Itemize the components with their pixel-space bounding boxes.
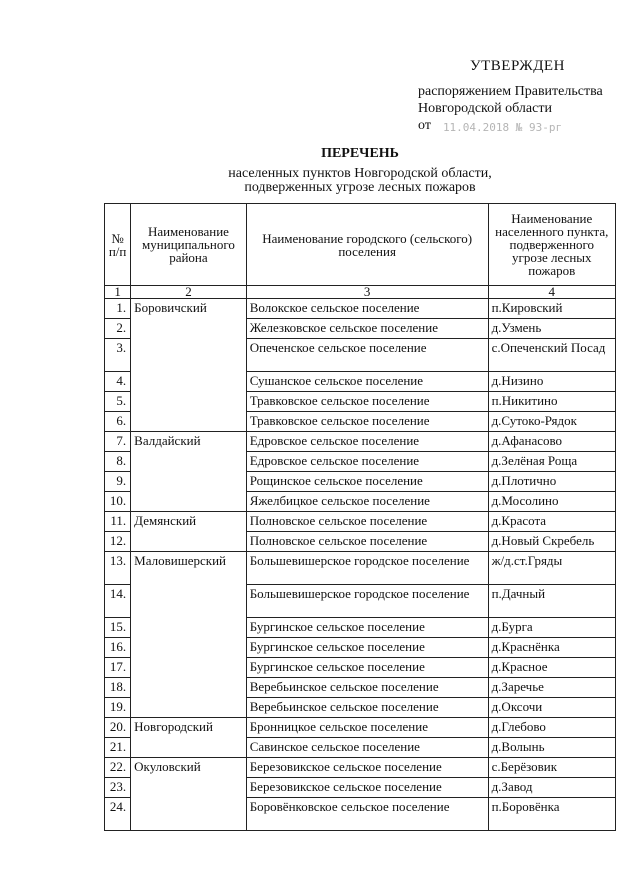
settlement-cell: Большевишерское городское поселение: [246, 552, 488, 585]
locality-cell: п.Кировский: [488, 299, 615, 319]
settlement-cell: Полновское сельское поселение: [246, 532, 488, 552]
row-number: 12.: [105, 532, 131, 552]
locality-cell: д.Сутоко-Рядок: [488, 412, 615, 432]
locality-cell: д.Заречье: [488, 678, 615, 698]
locality-cell: ж/д.ст.Гряды: [488, 552, 615, 585]
settlement-cell: Бургинское сельское поселение: [246, 638, 488, 658]
locality-cell: д.Краснёнка: [488, 638, 615, 658]
col-number: 3: [246, 286, 488, 299]
district-cell: Боровичский: [131, 299, 247, 432]
table-row: [105, 512, 616, 532]
col-number: 1: [105, 286, 131, 299]
title-main: ПЕРЕЧЕНЬ: [321, 146, 399, 161]
locality-cell: д.Оксочи: [488, 698, 615, 718]
row-number: 6.: [105, 412, 131, 432]
locality-cell: п.Дачный: [488, 585, 615, 618]
settlement-cell: Боровёнковское сельское поселение: [246, 798, 488, 831]
settlement-cell: Травковское сельское поселение: [246, 392, 488, 412]
settlement-cell: Рощинское сельское поселение: [246, 472, 488, 492]
document-title: [130, 147, 590, 195]
locality-cell: д.Афанасово: [488, 432, 615, 452]
approval-heading: УТВЕРЖДЕН: [470, 58, 565, 74]
locality-cell: п.Никитино: [488, 392, 615, 412]
row-number: 19.: [105, 698, 131, 718]
locality-cell: д.Новый Скребель: [488, 532, 615, 552]
row-number: 1.: [105, 299, 131, 319]
table-row: [105, 758, 616, 778]
settlement-cell: Опеченское сельское поселение: [246, 339, 488, 372]
locality-cell: д.Волынь: [488, 738, 615, 758]
title-line-1: населенных пунктов Новгородской области,: [228, 166, 492, 181]
locality-cell: д.Глебово: [488, 718, 615, 738]
settlement-cell: Травковское сельское поселение: [246, 412, 488, 432]
row-number: 23.: [105, 778, 131, 798]
row-number: 18.: [105, 678, 131, 698]
column-number-row: [105, 286, 616, 299]
locality-cell: п.Боровёнка: [488, 798, 615, 831]
locality-cell: д.Красота: [488, 512, 615, 532]
row-number: 14.: [105, 585, 131, 618]
table-row: [105, 718, 616, 738]
approval-date-value: 11.04.2018 № 93-рг: [442, 121, 563, 134]
approval-line-2: Новгородской области: [418, 101, 552, 116]
settlement-cell: Веребьинское сельское поселение: [246, 698, 488, 718]
settlement-cell: Сушанское сельское поселение: [246, 372, 488, 392]
district-cell: Окуловский: [131, 758, 247, 831]
district-cell: Демянский: [131, 512, 247, 552]
table-header-row: [105, 204, 616, 286]
district-cell: Маловишерский: [131, 552, 247, 718]
settlement-cell: Бургинское сельское поселение: [246, 618, 488, 638]
settlement-cell: Савинское сельское поселение: [246, 738, 488, 758]
locality-cell: с.Опеченский Посад: [488, 339, 615, 372]
settlement-cell: Березовикское сельское поселение: [246, 758, 488, 778]
table-row: [105, 552, 616, 585]
row-number: 20.: [105, 718, 131, 738]
localities-table: [104, 203, 616, 831]
settlement-cell: Железковское сельское поселение: [246, 319, 488, 339]
locality-cell: д.Зелёная Роща: [488, 452, 615, 472]
locality-cell: д.Низино: [488, 372, 615, 392]
row-number: 24.: [105, 798, 131, 831]
header-district: Наименование муниципального района: [131, 204, 247, 286]
row-number: 11.: [105, 512, 131, 532]
locality-cell: д.Плотично: [488, 472, 615, 492]
row-number: 7.: [105, 432, 131, 452]
row-number: 16.: [105, 638, 131, 658]
row-number: 10.: [105, 492, 131, 512]
row-number: 13.: [105, 552, 131, 585]
settlement-cell: Едровское сельское поселение: [246, 432, 488, 452]
district-cell: Новгородский: [131, 718, 247, 758]
header-num: № п/п: [105, 204, 131, 286]
row-number: 21.: [105, 738, 131, 758]
settlement-cell: Веребьинское сельское поселение: [246, 678, 488, 698]
col-number: 2: [131, 286, 247, 299]
col-number: 4: [488, 286, 615, 299]
settlement-cell: Бургинское сельское поселение: [246, 658, 488, 678]
row-number: 2.: [105, 319, 131, 339]
settlement-cell: Волокское сельское поселение: [246, 299, 488, 319]
header-settlement: Наименование городского (сельского) поселения: [246, 204, 488, 286]
settlement-cell: Полновское сельское поселение: [246, 512, 488, 532]
row-number: 17.: [105, 658, 131, 678]
approval-date-line: [418, 117, 628, 136]
locality-cell: д.Бурга: [488, 618, 615, 638]
settlement-cell: Едровское сельское поселение: [246, 452, 488, 472]
settlement-cell: Яжелбицкое сельское поселение: [246, 492, 488, 512]
approval-block: [418, 58, 628, 136]
locality-cell: д.Завод: [488, 778, 615, 798]
row-number: 9.: [105, 472, 131, 492]
locality-cell: д.Узмень: [488, 319, 615, 339]
table-row: [105, 299, 616, 319]
row-number: 22.: [105, 758, 131, 778]
district-cell: Валдайский: [131, 432, 247, 512]
row-number: 5.: [105, 392, 131, 412]
approval-line-1: распоряжением Правительства: [418, 84, 603, 99]
locality-cell: с.Берёзовик: [488, 758, 615, 778]
row-number: 15.: [105, 618, 131, 638]
row-number: 8.: [105, 452, 131, 472]
row-number: 3.: [105, 339, 131, 372]
approval-date-prefix: от: [418, 118, 431, 133]
row-number: 4.: [105, 372, 131, 392]
settlement-cell: Березовикское сельское поселение: [246, 778, 488, 798]
table-row: [105, 432, 616, 452]
settlement-cell: Бронницкое сельское поселение: [246, 718, 488, 738]
locality-cell: д.Красное: [488, 658, 615, 678]
title-line-2: подверженных угрозе лесных пожаров: [244, 180, 476, 195]
settlement-cell: Большевишерское городское поселение: [246, 585, 488, 618]
locality-cell: д.Мосолино: [488, 492, 615, 512]
header-locality: Наименование населенного пункта, подверженного угрозе лесных пожаров: [488, 204, 615, 286]
